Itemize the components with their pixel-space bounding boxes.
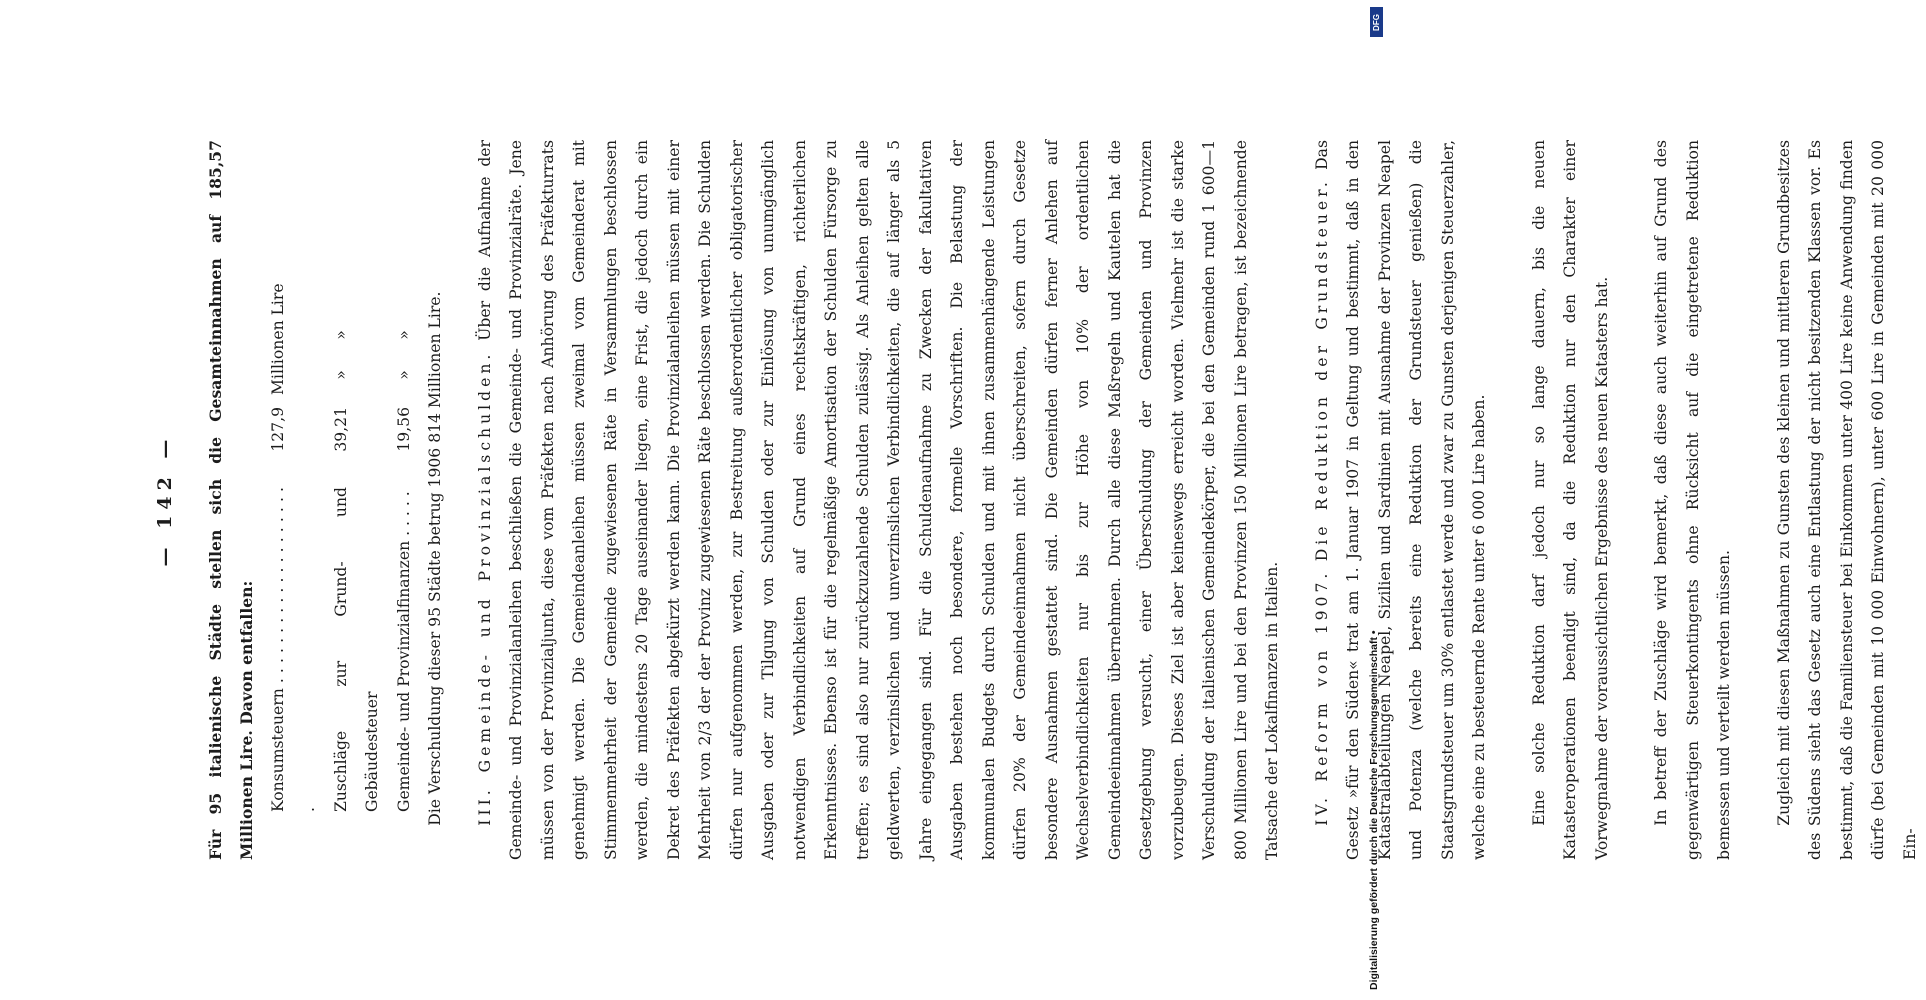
row-label: Konsumsteuern . . . . . . . . . . . . . . . . . . . . . <box>268 487 318 812</box>
debt-line: Die Verschuldung dieser 95 Städte betrug 1906 814 Millionen Lire. <box>426 291 444 826</box>
section-3-text: Über die Aufnahme der Gemeinde- und Provinzialanleihen beschließen die Gemeinde- und Provinzialräte. Jene müssen von der Provinzialjunta, diese vom Präfekten nach Anhörung des Präfekturrats genehmigt werden. Die Gemeindeanleihen müssen zweimal vom Gemeinderat mit Stimmenmehrheit der Gemeinde zugewiesenen Räte in Versammlungen beschlossen werden, die mindestens 20 Tage auseinander liegen, eine Frist, die jedoch durch ein Dekret des Präfekten abgekürzt werden kann. Die Provinzialanleihen müssen mit einer Mehrheit von 2/3 der der Provinz zugewiesenen Räte beschlossen werden. Die Schulden dürfen nur aufgenommen werden, zur Bestreitung außerordentlicher obligatorischer Ausgaben oder zur Tilgung von Schulden oder zur Einlösung von unumgänglich notwendigen Verbindlichkeiten auf Grund eines rechtskräftigen, richterlichen Erkenntnisses. Ebenso ist für die regelmäßige Amortisation der Schulden Fürsorge zu treffen; es sind also nur zurückzuzahlende Schulden zulässig. Als Anleihen gelten alle geldwerten, verzinslichen und unverzinslichen Verbindlichkeiten, die auf länger als 5 Jahre eingegangen sind. Für die Schuldenaufnahme zu Zwecken der fakultativen Ausgaben bestehen noch besondere, formelle Vorschriften. Die Belastung der kommunalen Budgets durch Schulden und mit ihnen zusammenhängende Leistungen dürfen 20% der Gemeindeeinnahmen nicht überschreiten, sofern durch Gesetze besondere Ausnahmen gestattet sind. Die Gemeinden dürfen ferner Anlehen auf Wechselverbindlichkeiten nur bis zur Höhe von 10% der ordentlichen Gemeindeeinnahmen übernehmen. Durch alle diese Maßregeln und Kautelen hat die Gesetzgebung versucht, einer Überschuldung der Gemeinden und Provinzen vorzubeugen. Dieses Ziel ist aber keineswegs erreicht worden. Vielmehr ist die starke Verschuldung der italienischen Gemeindekörper, die bei den Gemeinden rund 1 600—1 800 Millionen Lire und bei den Provinzen 150 Millionen Lire betragen, ist bezeichnende Tatsache der Lokalfinanzen in Italien. <box>475 140 1281 860</box>
section-3-paragraph <box>470 140 1289 860</box>
row-label: Zuschläge zur Grund- und Gebäudesteuer <box>331 487 381 812</box>
section-4-text: Das Gesetz »für den Süden« trat am 1. Januar 1907 in Geltung und bestimmt, daß in den Katastralabteilungen Neapel, Sizilien und Sardinien mit Ausnahme der Provinzen Neapel und Potenza (welche bereits eine Reduktion der Grundsteuer genießen) die Staatsgrundsteuer um 30% entlastet werde und zwar zu Gunsten derjenigen Steuerzahler, welche eine zu besteuernde Rente unter 6 000 Lire haben. <box>1312 140 1488 860</box>
section-4-paragraph <box>1307 140 1496 860</box>
dfg-logo <box>1370 7 1383 37</box>
row-unit: » <box>331 330 350 340</box>
row-unit: » <box>331 370 350 380</box>
section-4-subheading: Die Reduktion der Grundsteuer. <box>1312 178 1331 562</box>
digitization-note: Digitalisierung gefördert durch die Deutsche Forschungsgemeinschaft • <box>1368 630 1380 990</box>
row-unit: » <box>394 330 413 340</box>
intro-paragraph: Für 95 italienische Städte stellen sich die Gesamteinnahmen auf 185,57 Millionen Lire. Davon entfallen: <box>205 140 256 860</box>
row-unit: Millionen Lire <box>268 283 287 395</box>
row-unit: » <box>394 370 413 380</box>
table-row <box>389 140 421 812</box>
section-4-heading: IV. Reform von 1907. <box>1312 569 1331 826</box>
row-value: 127,9 <box>268 407 287 452</box>
section-3-heading: III. Gemeinde- und Provinzialschulden. <box>475 350 494 826</box>
table-row <box>263 140 326 812</box>
surcharges-paragraph: In betreff der Zuschläge wird bemerkt, daß diese auch weiterhin auf Grund des gegenwärtigen Steuerkontingents ohne Rücksicht auf die eingetretene Reduktion bemessen und verteilt werden müssen. <box>1652 140 1733 860</box>
table-row <box>326 140 389 812</box>
row-value: 19,56 <box>394 407 413 452</box>
row-label: Gemeinde- und Provinzialfinanzen . . . . . <box>394 491 413 812</box>
revenue-table <box>263 140 421 812</box>
row-value: 39,21 <box>331 407 350 452</box>
reduction-paragraph: Eine solche Reduktion darf jedoch nur so lange dauern, bis die neuen Katasteroperationen beendigt sind, da die Reduktion nur den Charakter einer Vorwegnahme der voraussichtlichen Ergebnisse des neuen Katasters hat. <box>1529 140 1611 860</box>
dfg-logo-text: DFG <box>1372 13 1382 31</box>
page-number: — 142 — <box>154 433 176 567</box>
measures-paragraph: Zugleich mit diesen Maßnahmen zu Gunsten des kleinen und mittleren Grundbesitzes des Südens sieht das Gesetz auch eine Entlastung der nicht besitzenden Klassen vor. Es bestimmt, daß die Familiensteuer bei Einkommen unter 400 Lire keine Anwendung finden dürfe (bei Gemeinden mit 10 000 Einwohnern), unter 600 Lire in Gemeinden mit 20 000 Ein- <box>1774 140 1919 860</box>
